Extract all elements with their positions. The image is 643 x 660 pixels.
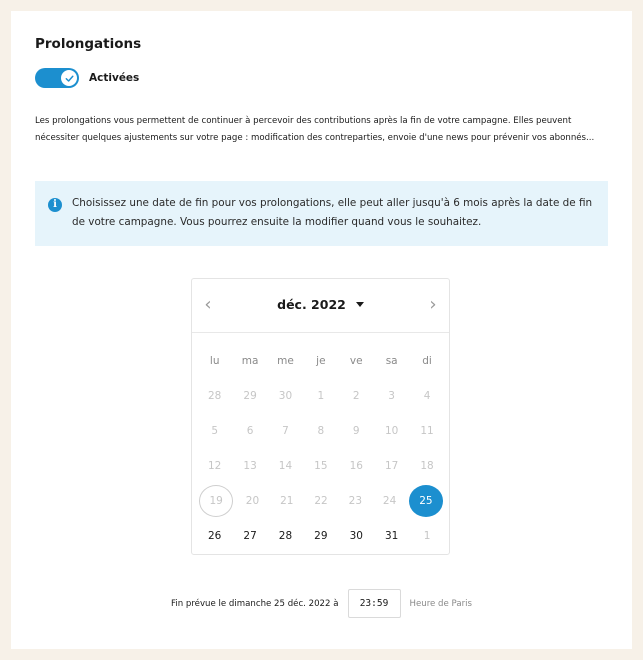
chevron-left-icon: ‹ <box>204 294 212 315</box>
calendar-day: 2 <box>352 389 360 402</box>
calendar-day: 7 <box>282 424 289 437</box>
calendar-day: 13 <box>243 459 257 472</box>
month-select[interactable] <box>192 297 449 312</box>
calendar-day[interactable]: 30 <box>349 529 363 542</box>
calendar-day: 20 <box>245 494 260 507</box>
calendar-day: 1 <box>423 529 431 542</box>
calendar-day: 14 <box>278 459 293 472</box>
calendar-day: 8 <box>317 424 325 437</box>
calendar-day: 5 <box>211 424 219 437</box>
weekday-row <box>197 343 445 378</box>
toggle-row <box>35 68 139 88</box>
calendar-day[interactable]: 27 <box>243 529 257 542</box>
weekday-label: ve <box>349 354 363 367</box>
weekday-label: je <box>316 354 326 367</box>
info-text: Choisissez une date de fin pour vos prolongations, elle peut aller jusqu'à 6 mois après la date de fin de votre campagne. Vous pourrez ensuite la modifier quand vous le souhaitez. <box>72 197 593 228</box>
calendar-week <box>197 518 445 553</box>
weekday-label: lu <box>209 354 220 367</box>
calendar-day: 16 <box>349 459 363 472</box>
calendar-day: 22 <box>314 494 328 507</box>
calendar-day: 12 <box>208 459 222 472</box>
end-time-input[interactable]: 23:59 <box>348 589 401 618</box>
calendar-day: 1 <box>317 389 325 402</box>
calendar-day[interactable]: 28 <box>278 529 293 542</box>
calendar-day[interactable]: 29 <box>314 529 328 542</box>
weekday-label: di <box>422 354 432 367</box>
section-description: Les prolongations vous permettent de continuer à percevoir des contributions après la fin de votre campagne. Elles peuvent nécessiter quelques ajustements sur votre page : modification des contreparties, envoie d'une news pour prévenir vos abonnés... <box>35 116 595 143</box>
calendar-day: 28 <box>208 389 222 402</box>
month-label: déc. 2022 <box>277 297 346 312</box>
calendar-grid <box>197 343 445 553</box>
info-icon: i <box>48 198 62 212</box>
calendar-day-today[interactable]: 19 <box>199 485 233 517</box>
calendar-day: 3 <box>388 389 395 402</box>
timezone-label: Heure de Paris <box>409 598 472 609</box>
calendar-day: 17 <box>384 459 399 472</box>
check-icon <box>64 73 75 84</box>
end-row <box>11 588 632 619</box>
calendar-day: 11 <box>420 424 434 437</box>
date-picker <box>191 278 450 555</box>
calendar-day: 9 <box>352 424 360 437</box>
calendar-day: 4 <box>423 389 431 402</box>
extensions-card <box>11 11 632 649</box>
caret-down-icon <box>356 302 364 307</box>
calendar-header <box>192 279 449 333</box>
calendar-week <box>197 448 445 483</box>
calendar-day[interactable]: 26 <box>208 529 222 542</box>
chevron-right-icon: › <box>429 294 437 315</box>
calendar-day: 18 <box>420 459 434 472</box>
calendar-day: 23 <box>348 494 363 507</box>
calendar-week <box>197 483 445 518</box>
weekday-label: sa <box>385 354 398 367</box>
calendar-day: 15 <box>314 459 328 472</box>
section-title: Prolongations <box>35 36 142 52</box>
calendar-day: 30 <box>278 389 293 402</box>
toggle-label: Activées <box>89 72 140 84</box>
info-banner <box>35 181 608 246</box>
calendar-day: 10 <box>384 424 399 437</box>
calendar-day[interactable]: 31 <box>384 529 399 542</box>
calendar-week <box>197 413 445 448</box>
calendar-day: 29 <box>243 389 257 402</box>
weekday-label: ma <box>241 354 259 367</box>
calendar-day: 21 <box>280 494 294 507</box>
next-month-button[interactable] <box>423 293 443 317</box>
toggle-knob <box>61 70 77 86</box>
calendar-day: 24 <box>382 494 397 507</box>
calendar-day: 6 <box>246 424 254 437</box>
extensions-toggle[interactable] <box>35 68 79 88</box>
end-date-label: Fin prévue le dimanche 25 déc. 2022 à <box>170 598 339 609</box>
calendar-day-selected[interactable]: 25 <box>409 485 443 517</box>
weekday-label: me <box>277 354 294 367</box>
calendar-week <box>197 378 445 413</box>
